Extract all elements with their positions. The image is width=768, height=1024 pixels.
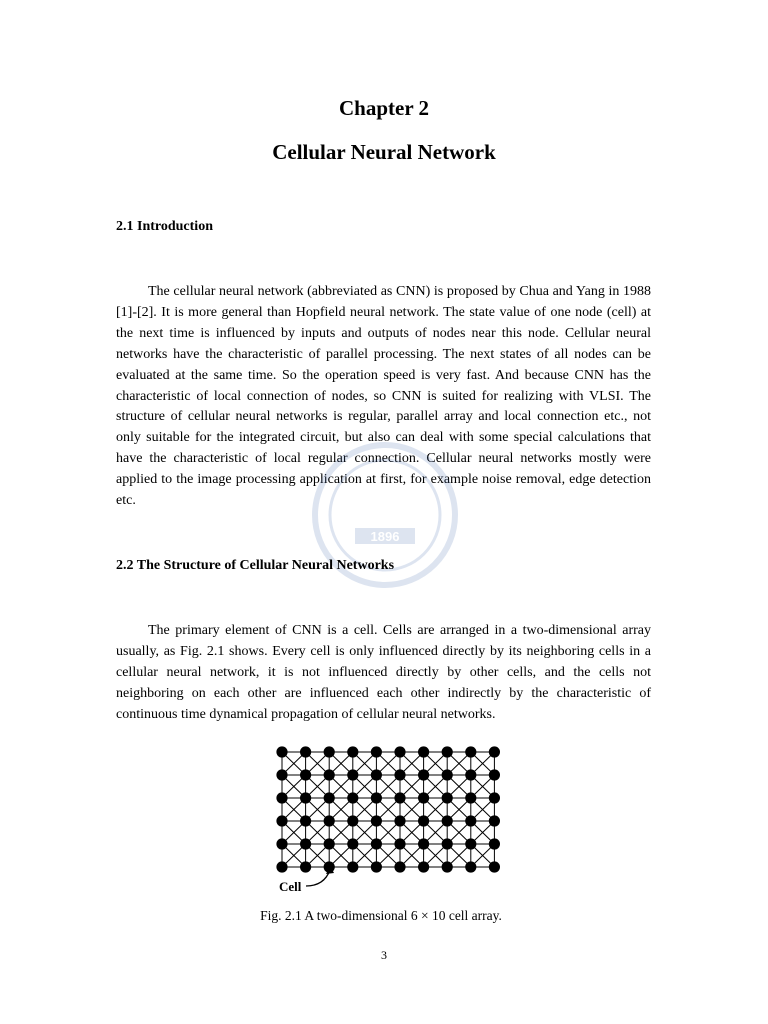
- cell-node: [300, 792, 311, 803]
- cell-node: [418, 746, 429, 757]
- cell-node: [465, 792, 476, 803]
- cell-node: [442, 861, 453, 872]
- cell-node: [347, 861, 358, 872]
- cell-node: [465, 746, 476, 757]
- section-heading-structure: 2.2 The Structure of Cellular Neural Networks: [116, 558, 395, 573]
- cell-node: [394, 746, 405, 757]
- cell-node: [418, 838, 429, 849]
- cell-node: [371, 746, 382, 757]
- cell-label: Cell: [279, 879, 302, 894]
- cell-node: [276, 861, 287, 872]
- cell-node: [418, 815, 429, 826]
- cell-node: [418, 769, 429, 780]
- cell-node: [489, 861, 500, 872]
- cell-node: [276, 769, 287, 780]
- cell-node: [324, 838, 335, 849]
- section-heading-introduction: 2.1 Introduction: [116, 219, 213, 234]
- cell-node: [465, 838, 476, 849]
- cell-node: [371, 792, 382, 803]
- cell-node: [442, 792, 453, 803]
- cell-node: [418, 861, 429, 872]
- chapter-number: Chapter 2: [338, 96, 430, 120]
- cell-node: [465, 769, 476, 780]
- cell-node: [347, 769, 358, 780]
- cell-node: [371, 769, 382, 780]
- cell-node: [300, 746, 311, 757]
- cell-node: [394, 769, 405, 780]
- cell-node: [465, 861, 476, 872]
- cell-node: [300, 769, 311, 780]
- cell-node: [276, 792, 287, 803]
- cell-node: [442, 769, 453, 780]
- cell-node: [300, 838, 311, 849]
- cell-node: [276, 746, 287, 757]
- cell-node: [394, 861, 405, 872]
- cell-node: [347, 792, 358, 803]
- cell-node: [324, 792, 335, 803]
- introduction-paragraph: The cellular neural network (abbreviated as CNN) is proposed by Chua and Yang in 1988 [1]-[2]. It is more general than Hopfield neural network. The state value of one node (cell) at the next time is influenced by inputs and outputs of nodes near this node. Cellular neural networks have the characteristic of parallel processing. The next states of all nodes can be evaluated at the same time. So the operation speed is very fast. And because CNN has the characteristic of local connection of nodes, so CNN is suited for realizing with VLSI. The structure of cellular neural networks is regular, parallel array and local connection etc., not only suitable for the integrated circuit, but also can deal with some special calculations that have the characteristic of local regular connection. Cellular neural networks mostly were applied to the image processing application at first, for example noise removal, edge detection etc.: [116, 284, 651, 509]
- cell-node: [371, 815, 382, 826]
- cell-node: [465, 815, 476, 826]
- cell-node: [347, 815, 358, 826]
- chapter-title: Cellular Neural Network: [272, 140, 496, 164]
- cell-node: [371, 861, 382, 872]
- cell-node: [276, 815, 287, 826]
- cell-pointer-arrow: [304, 864, 340, 890]
- structure-paragraph: The primary element of CNN is a cell. Cells are arranged in a two-dimensional array usually, as Fig. 2.1 shows. Every cell is only influenced directly by its neighboring cells in a cellular neural network, it is not influenced directly by other cells, and the cells not neighboring on each other are influenced each other indirectly by the characteristic of continuous time dynamical propagation of cellular neural networks.: [116, 623, 651, 722]
- cell-node: [442, 815, 453, 826]
- cell-node: [347, 746, 358, 757]
- seal-inner-ring: [330, 460, 440, 570]
- cell-node: [418, 792, 429, 803]
- cell-node: [489, 792, 500, 803]
- cell-node: [442, 838, 453, 849]
- cell-node: [371, 838, 382, 849]
- cell-node: [442, 746, 453, 757]
- cell-node: [300, 815, 311, 826]
- page-number: 3: [381, 948, 387, 962]
- cell-node: [489, 815, 500, 826]
- cell-node: [489, 769, 500, 780]
- figure-caption: Fig. 2.1 A two-dimensional 6 × 10 cell array.: [260, 908, 502, 923]
- cell-node: [324, 815, 335, 826]
- cell-node: [394, 815, 405, 826]
- cell-node: [276, 838, 287, 849]
- cell-node: [489, 746, 500, 757]
- cell-node: [394, 792, 405, 803]
- cell-node: [324, 769, 335, 780]
- cell-node: [324, 746, 335, 757]
- cell-node: [347, 838, 358, 849]
- seal-year: 1896: [370, 529, 400, 544]
- cell-node: [489, 838, 500, 849]
- cell-node: [394, 838, 405, 849]
